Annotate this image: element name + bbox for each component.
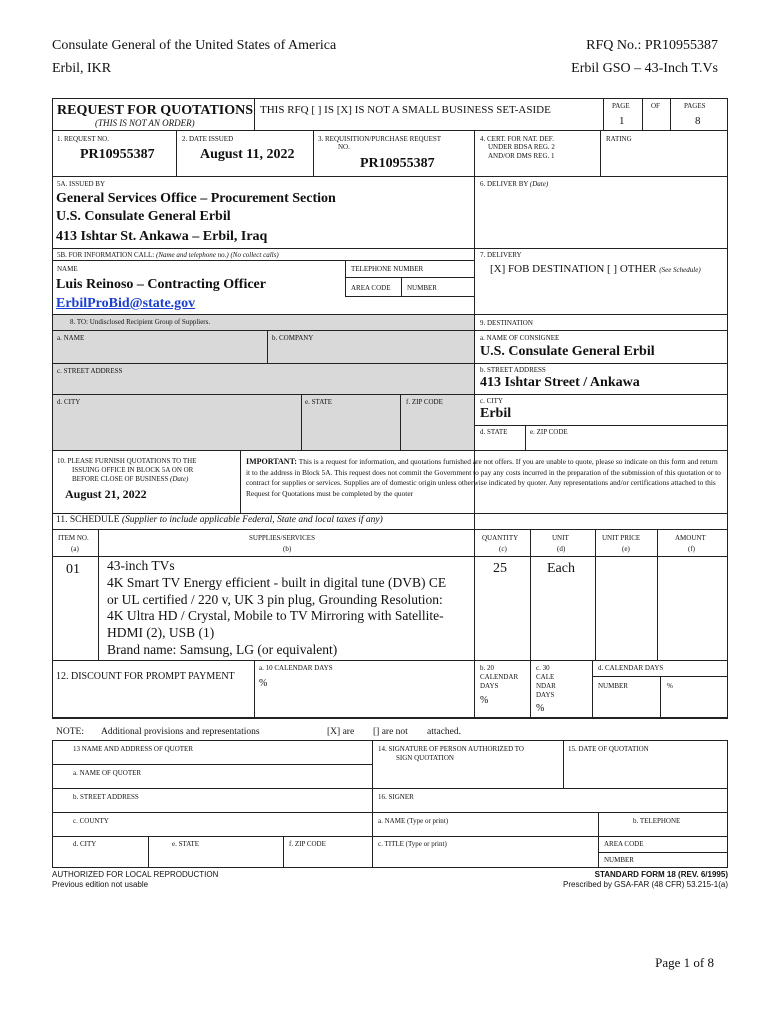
- header-right-line1: RFQ No.: PR10955387: [586, 38, 718, 53]
- request-no: PR10955387: [80, 147, 155, 162]
- discount-b-label-2: CALENDAR: [480, 673, 519, 681]
- item-quantity: 25: [493, 561, 507, 576]
- signer-label: 16. SIGNER: [378, 793, 414, 801]
- form-subtitle: (THIS IS NOT AN ORDER): [95, 118, 195, 128]
- desc-line: 43-inch TVs: [107, 558, 175, 573]
- col-quantity-sub: (c): [499, 545, 507, 553]
- discount-d-pct: %: [667, 682, 673, 690]
- to-label: 8. TO: Undisclosed Recipient Group of Suppliers.: [70, 318, 211, 326]
- rating-label: RATING: [606, 135, 632, 143]
- page-label: PAGE: [612, 102, 630, 110]
- delivery-label: 7. DELIVERY: [480, 251, 522, 259]
- issued-by-line2: U.S. Consulate General Erbil: [56, 209, 231, 224]
- furnish-date-hint: (Date): [170, 475, 189, 483]
- col-amount: AMOUNT: [675, 534, 706, 542]
- note-are-not: [] are not: [373, 727, 408, 737]
- discount-label: 12. DISCOUNT FOR PROMPT PAYMENT: [56, 671, 235, 682]
- desc-line: 4K Smart TV Energy efficient - built in digital tune (DVB) CE: [107, 574, 447, 590]
- info-number-label: NUMBER: [407, 284, 437, 292]
- discount-c-label-2: CALE: [536, 673, 555, 681]
- quotation-date-label: 15. DATE OF QUOTATION: [568, 745, 649, 753]
- req-purch-label-no: NO.: [338, 143, 350, 151]
- dest-zip-label: e. ZIP CODE: [530, 428, 568, 436]
- destination-label: 9. DESTINATION: [480, 319, 533, 327]
- of-label: OF: [651, 102, 660, 110]
- discount-b-pct: %: [480, 695, 489, 706]
- header-left-line1: Consulate General of the United States of America: [52, 38, 337, 53]
- col-supplies-sub: (b): [283, 545, 292, 553]
- quoter-county-label: c. COUNTY: [73, 817, 109, 825]
- discount-b-label-3: DAYS: [480, 682, 499, 690]
- footer-prescribed: Prescribed by GSA-FAR (48 CFR) 53.215-1(a): [563, 880, 728, 889]
- deliver-by-date-hint: (Date): [529, 180, 549, 188]
- col-supplies: SUPPLIES/SERVICES: [249, 534, 315, 542]
- cert-label-3: AND/OR DMS REG. 1: [488, 152, 555, 160]
- req-purch-label: 3. REQUISITION/PURCHASE REQUEST: [318, 135, 442, 143]
- quoter-section: [52, 740, 728, 868]
- footer-authorized: AUTHORIZED FOR LOCAL REPRODUCTION: [52, 870, 219, 879]
- issued-by-label: 5A. ISSUED BY: [57, 180, 106, 188]
- page-number: 1: [619, 115, 625, 127]
- note-label: NOTE:: [56, 727, 84, 737]
- discount-a-label: a. 10 CALENDAR DAYS: [259, 664, 333, 672]
- to-street-label: c. STREET ADDRESS: [57, 367, 123, 375]
- to-city-label: d. CITY: [57, 398, 81, 406]
- col-amount-sub: (f): [688, 545, 695, 553]
- discount-d-label: d. CALENDAR DAYS: [598, 664, 664, 672]
- quoter-state-label: e. STATE: [172, 840, 200, 848]
- dest-street-label: b. STREET ADDRESS: [480, 366, 546, 374]
- cert-label-1: 4. CERT. FOR NAT. DEF.: [480, 135, 554, 143]
- discount-b-label-1: b. 20: [480, 664, 494, 672]
- col-quantity: QUANTITY: [482, 534, 519, 542]
- furnish-label-1: 10. PLEASE FURNISH QUOTATIONS TO THE: [57, 457, 197, 465]
- important-text: This is a request for information, and quotations furnished are not offers. If you are unable to quote, please so indicate on this form and return it to the address in Block 5A. This request does not commit the Government to pay any costs incurred in the preparation of the submission of this quotation or to contract for supplies or services. Supplies are of domestic origin unless otherwise indicated by quoter. Any representations and/or certifications attached to this Request for Quotations must be completed by the quoter: [246, 457, 721, 498]
- quoter-label: 13 NAME AND ADDRESS OF QUOTER: [73, 745, 193, 753]
- to-zip-label: f. ZIP CODE: [406, 398, 443, 406]
- dest-street: 413 Ishtar Street / Ankawa: [480, 375, 640, 390]
- signer-title-label: c. TITLE (Type or print): [378, 840, 447, 848]
- important-heading: IMPORTANT:: [246, 457, 297, 466]
- furnish-date: August 21, 2022: [65, 487, 147, 501]
- consignee-name: U.S. Consulate General Erbil: [480, 344, 655, 359]
- discount-c-label-1: c. 30: [536, 664, 550, 672]
- discount-c-label-4: DAYS: [536, 691, 555, 699]
- header-left-line2: Erbil, IKR: [52, 61, 112, 76]
- info-call-hint: (Name and telephone no.) (No collect calls): [155, 251, 279, 259]
- deliver-by-label: 6. DELIVER BY: [480, 180, 530, 188]
- form-title: REQUEST FOR QUOTATIONS: [57, 103, 254, 118]
- item-number: 01: [66, 562, 80, 577]
- info-name-label: NAME: [57, 265, 78, 273]
- date-issued: August 11, 2022: [200, 147, 295, 162]
- issued-by-line1: General Services Office – Procurement Section: [56, 191, 336, 206]
- signature-label-1: 14. SIGNATURE OF PERSON AUTHORIZED TO: [378, 745, 524, 753]
- quoter-street-label: b. STREET ADDRESS: [73, 793, 139, 801]
- discount-a-pct: %: [259, 678, 268, 689]
- page-footer-number: Page 1 of 8: [655, 955, 714, 970]
- footer-standard-form: STANDARD FORM 18 (REV. 6/1995): [594, 870, 728, 879]
- date-issued-label: 2. DATE ISSUED: [182, 135, 234, 143]
- note-attached: attached.: [427, 727, 462, 737]
- req-purch-no: PR10955387: [360, 156, 435, 171]
- footer-previous-edition: Previous edition not usable: [52, 880, 149, 889]
- col-unit: UNIT: [552, 534, 569, 542]
- desc-line: 4K Ultra HD / Crystal, Mobile to TV Mirroring with Satellite-: [107, 608, 444, 624]
- to-suppliers-area: [53, 315, 474, 450]
- schedule-hint: (Supplier to include applicable Federal, State and local taxes if any): [121, 515, 383, 525]
- desc-line: or UL certified / 220 v, UK 3 pin plug, Grounding Resolution:: [107, 591, 443, 607]
- fob-note: (See Schedule): [659, 266, 701, 274]
- col-unit-price-sub: (e): [622, 545, 630, 553]
- signer-number-label: NUMBER: [604, 856, 634, 864]
- info-call-label: 5B. FOR INFORMATION CALL:: [57, 251, 156, 259]
- discount-c-pct: %: [536, 703, 545, 714]
- header-right-line2: Erbil GSO – 43-Inch T.Vs: [571, 61, 718, 76]
- item-description: [107, 558, 446, 659]
- item-unit: Each: [547, 561, 575, 576]
- col-item-no-sub: (a): [71, 545, 79, 553]
- pages-label: PAGES: [684, 102, 706, 110]
- schedule-label: 11. SCHEDULE: [56, 515, 122, 525]
- info-tel-label: TELEPHONE NUMBER: [351, 265, 424, 273]
- note-are: [X] are: [327, 727, 355, 737]
- furnish-label-2: ISSUING OFFICE IN BLOCK 5A ON OR: [72, 466, 194, 474]
- important-notice: [246, 457, 722, 499]
- furnish-label-3: BEFORE CLOSE OF BUSINESS: [72, 475, 171, 483]
- quoter-city-label: d. CITY: [73, 840, 97, 848]
- discount-c-label-3: NDAR: [536, 682, 556, 690]
- quoter-zip-label: f. ZIP CODE: [289, 840, 326, 848]
- signer-name-label: a. NAME (Type or print): [378, 817, 449, 825]
- signature-label-2: SIGN QUOTATION: [396, 754, 454, 762]
- request-no-label: 1. REQUEST NO.: [57, 135, 109, 143]
- signer-tel-label: b. TELEPHONE: [633, 817, 681, 825]
- issued-by-line3: 413 Ishtar St. Ankawa – Erbil, Iraq: [56, 229, 268, 244]
- to-state-label: e. STATE: [305, 398, 333, 406]
- desc-line: HDMI (2), USB (1): [107, 625, 215, 641]
- dest-city: Erbil: [480, 406, 512, 421]
- pages-number: 8: [695, 115, 701, 127]
- dest-city-label: c. CITY: [480, 397, 503, 405]
- set-aside-text: THIS RFQ [ ] IS [X] IS NOT A SMALL BUSINESS SET-ASIDE: [260, 104, 551, 116]
- col-unit-sub: (d): [557, 545, 566, 553]
- signer-area-code-label: AREA CODE: [604, 840, 644, 848]
- col-unit-price: UNIT PRICE: [602, 534, 641, 542]
- note-text: Additional provisions and representations: [101, 727, 260, 737]
- discount-d-number: NUMBER: [598, 682, 628, 690]
- fob-destination: [X] FOB DESTINATION [ ] OTHER: [490, 263, 660, 275]
- desc-line: Brand name: Samsung, LG (or equivalent): [107, 641, 338, 657]
- dest-state-label: d. STATE: [480, 428, 508, 436]
- col-item-no: ITEM NO.: [58, 534, 89, 542]
- to-name-label: a. NAME: [57, 334, 85, 342]
- info-area-label: AREA CODE: [351, 284, 391, 292]
- quoter-name-label: a. NAME OF QUOTER: [73, 769, 142, 777]
- contact-name: Luis Reinoso – Contracting Officer: [56, 277, 266, 292]
- cert-label-2: UNDER BDSA REG. 2: [488, 143, 555, 151]
- to-company-label: b. COMPANY: [272, 334, 314, 342]
- contact-email-link[interactable]: ErbilProBid@state.gov: [56, 296, 196, 311]
- consignee-label: a. NAME OF CONSIGNEE: [480, 334, 560, 342]
